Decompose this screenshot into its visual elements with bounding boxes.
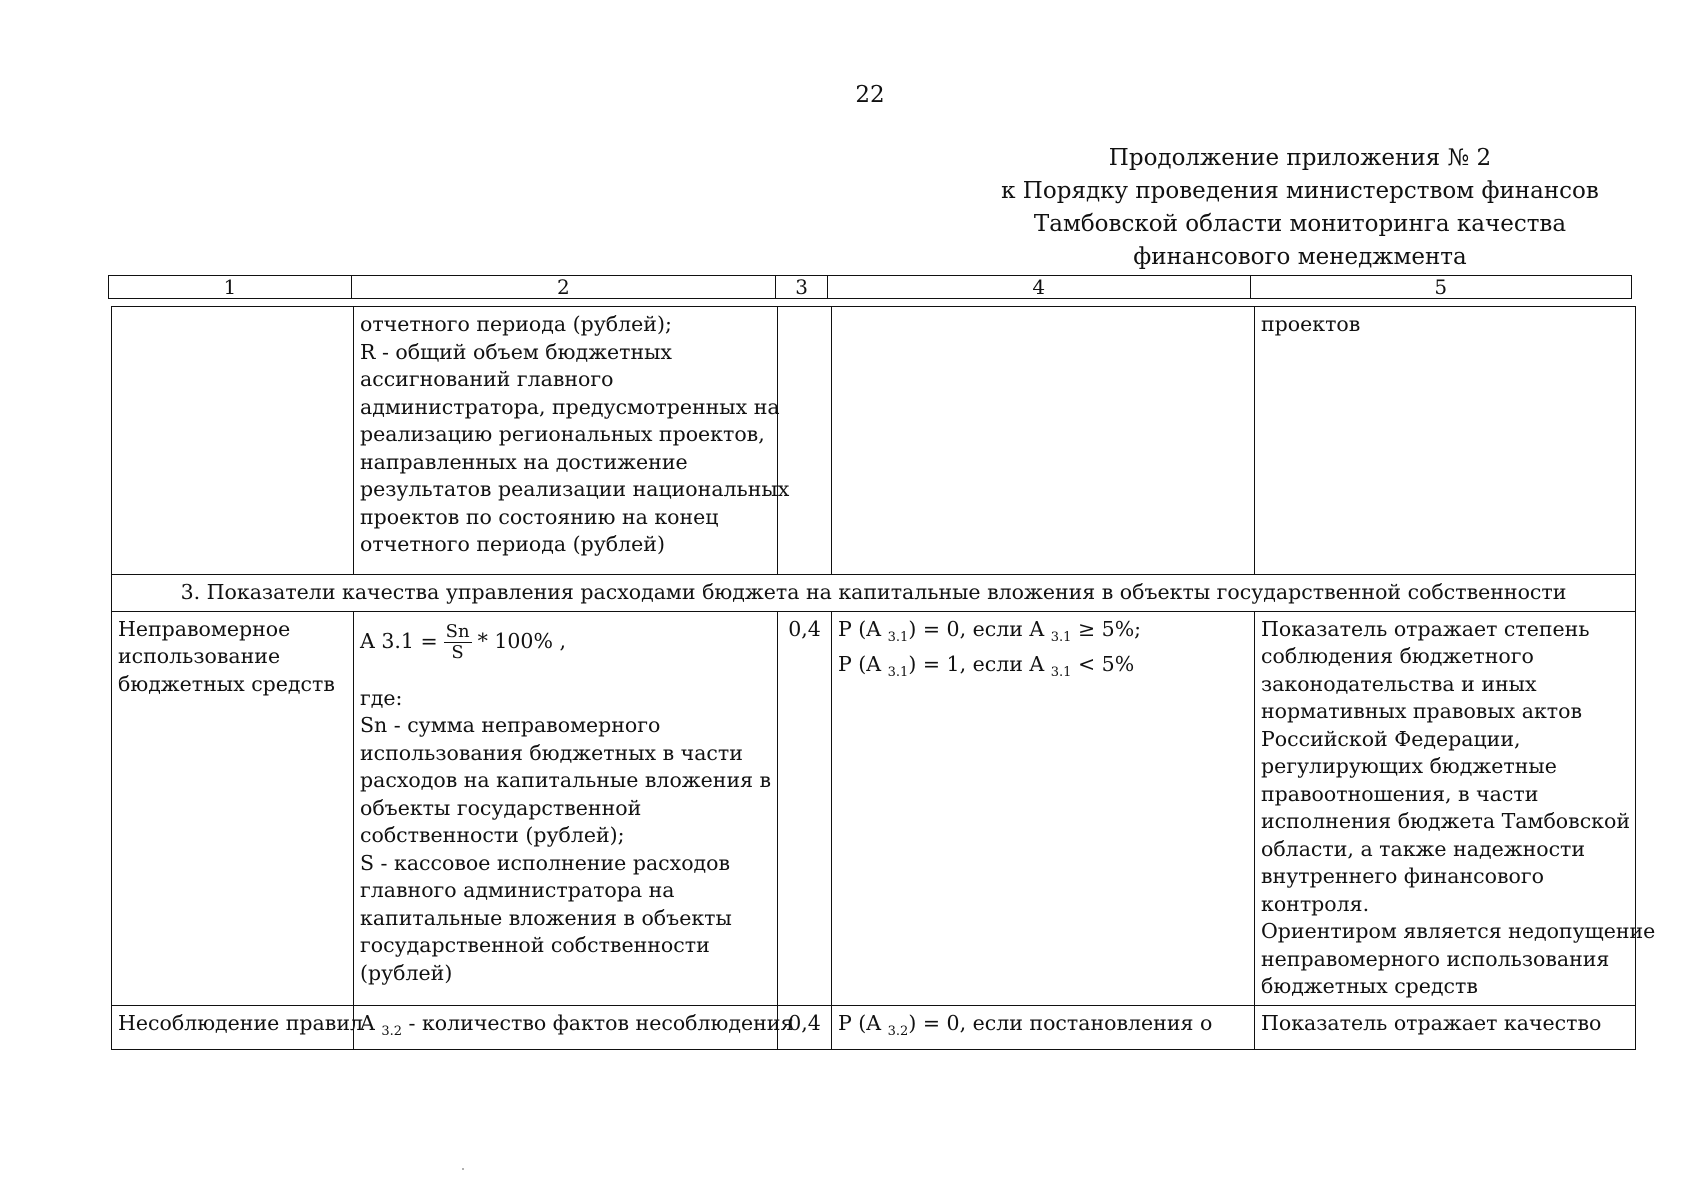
text-line: использование [118,644,281,668]
column-number-5: 5 [1434,275,1448,299]
cell-indicator-name [112,611,354,1005]
cell-comment [1255,611,1656,1005]
text-line: (рублей) [360,960,453,985]
text-line: реализацию региональных проектов, [360,422,765,446]
column-number-4: 4 [828,276,1250,298]
formula-fraction [444,622,472,663]
cell-weight: 0,4 [778,1005,832,1050]
text-line: объекты государственной [360,795,642,820]
text-line: собственности (рублей); [360,823,625,847]
scan-speck [462,1168,464,1170]
table-column-numbers [108,275,1632,299]
text-line: администратора, предусмотренных на [360,394,780,419]
text-line: Ориентиром является недопущение [1261,919,1656,943]
rule-line-1: P (A $_{3.2}$) = 0, если постановления о [838,1010,1213,1039]
text-line: правоотношения, в части [1261,781,1539,806]
text-line: главного администратора на [360,878,675,902]
table-row [112,611,1636,1005]
text-line: отчетного периода (рублей) [360,532,665,556]
text-line: нормативных правовых актов [1261,699,1582,723]
text-line: использования бюджетных в части [360,740,743,765]
cell-weight: 0,4 [778,611,832,1005]
text-line: области, а также надежности [1261,836,1586,861]
table-row [112,1005,1636,1050]
text-line: направленных на достижение [360,449,688,474]
page-number: 22 [855,82,885,108]
text-line: законодательства и иных [1261,671,1537,696]
appendix-line: к Порядку проведения министерством финансов [1001,178,1599,204]
cell-rule [832,611,1255,1005]
appendix-line: финансового менеджмента [1133,244,1467,270]
text-line: A $_{3.2}$ - количество фактов несоблюдения [360,1010,794,1039]
indicators-table [111,306,1656,1050]
cell-formula-description [354,611,778,1005]
text-line: контроля. [1261,891,1370,916]
rule-line-1: P (A $_{3.1}$) = 0, если A $_{3.1}$ ≥ 5%; [838,616,1142,645]
text-line: соблюдения бюджетного [1261,644,1534,668]
cell-indicator-name [112,1005,364,1050]
text-line: исполнения бюджета Тамбовской [1261,809,1630,833]
text-line: Показатель отражает качество [1261,1010,1602,1035]
cell-rule [832,307,1255,575]
column-number-1: 1 [109,276,352,298]
column-number-2: 2 [352,276,776,298]
text-line: результатов реализации национальных [360,477,790,501]
text-line: Российской Федерации, [1261,726,1521,751]
text-line: неправомерного использования [1261,946,1610,971]
text-line: отчетного периода (рублей); [360,312,672,336]
cell-comment [1255,1005,1636,1050]
text-line: бюджетных средств [1261,974,1478,998]
formula-numerator: Sn [445,620,470,642]
text-line: регулирующих бюджетные [1261,754,1557,778]
section-header-row [112,575,1636,612]
text-line: R - общий объем бюджетных [360,339,672,364]
text-line: Показатель отражает степень [1261,616,1590,641]
text-line: государственной собственности [360,933,710,957]
appendix-line: Продолжение приложения № 2 [1108,145,1492,171]
text-line: расходов на капитальные вложения в [360,768,772,792]
text-line: проектов по состоянию на конец [360,504,719,529]
cell-indicator-name [112,307,354,575]
cell-formula-description [354,307,790,575]
cell-formula-description [354,1005,794,1050]
text-line: Неправомерное [118,616,291,641]
appendix-line: Тамбовской области мониторинга качества [1033,211,1567,237]
rule-line-2: P (A $_{3.1}$) = 1, если A $_{3.1}$ < 5% [838,652,1135,681]
formula-rhs: * 100% , [477,629,566,654]
text-line: S - кассовое исполнение расходов [360,850,731,875]
formula-denominator: S [451,641,464,663]
cell-weight [778,307,832,575]
text-line: проектов [1261,312,1361,336]
text-line: бюджетных средств [118,671,335,696]
column-number-3: 3 [776,276,828,298]
text-line: ассигнований главного [360,367,614,391]
table-row [112,307,1636,575]
cell-comment [1255,307,1636,575]
section-title: 3. Показатели качества управления расходами бюджета на капитальные вложения в объекты государственной собственности [112,575,1636,612]
appendix-title [990,142,1610,274]
text-line: Sn - сумма неправомерного [360,713,661,737]
formula-a31 [360,616,771,663]
formula-lhs: A 3.1 = [360,629,438,654]
cell-rule [832,1005,1255,1050]
text-line: внутреннего финансового [1261,864,1544,888]
text-line: капитальные вложения в объекты [360,905,732,930]
text-line: Несоблюдение правил [118,1010,364,1035]
text-line: где: [360,685,403,710]
